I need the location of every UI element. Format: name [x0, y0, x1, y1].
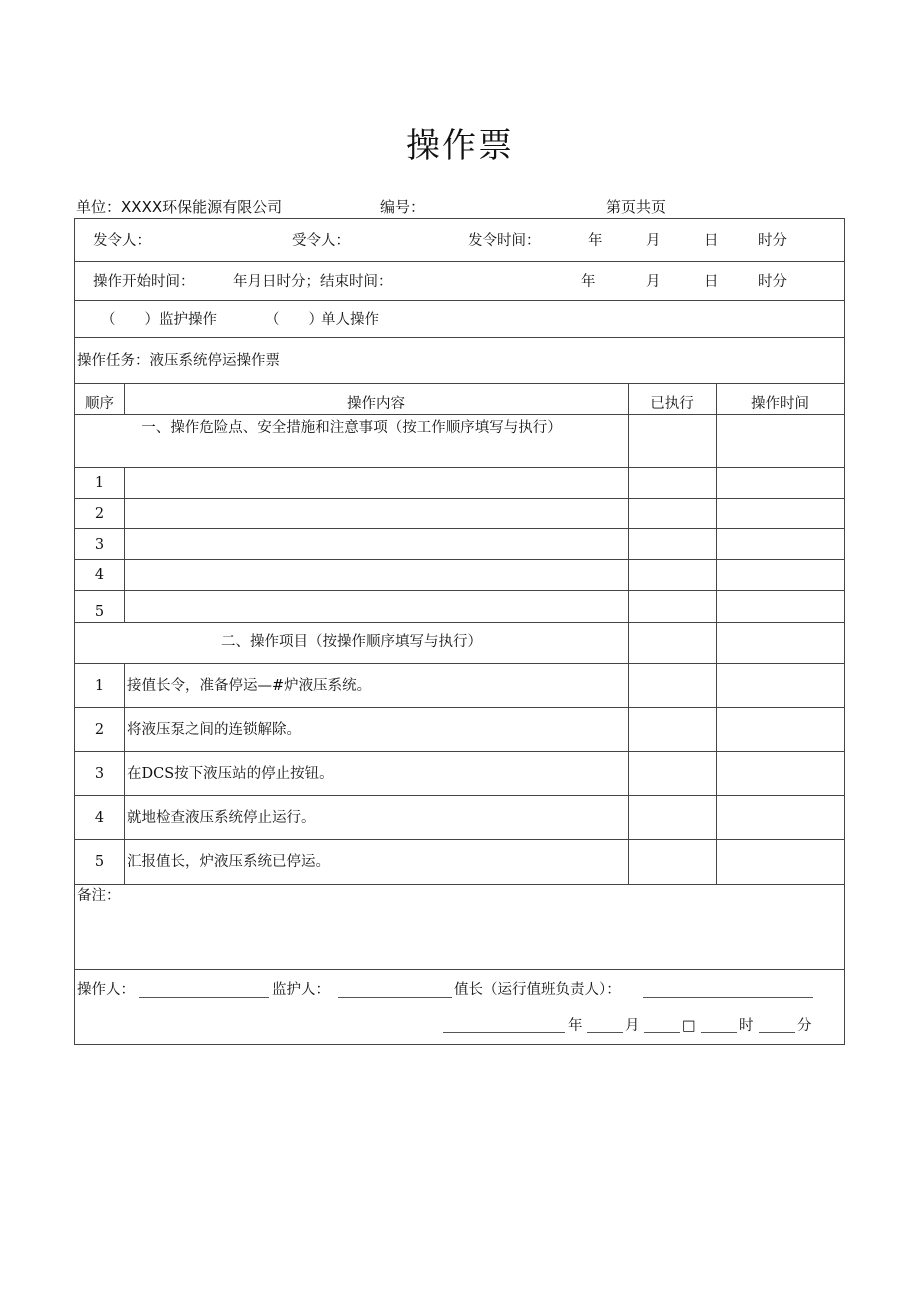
number-label: 编号： [380, 198, 426, 216]
row-divider [75, 467, 844, 468]
row-divider [75, 559, 844, 560]
column-divider [124, 467, 125, 622]
unit-value: XXXX环保能源有限公司 [121, 198, 283, 216]
row-divider [75, 795, 844, 796]
column-divider [628, 383, 629, 884]
section2-row-number: 5 [94, 854, 105, 870]
date-year-line[interactable] [443, 1032, 565, 1033]
section2-title: 二、操作项目（按操作顺序填写与执行） [221, 634, 482, 650]
page-count: 第页共页 [606, 198, 667, 216]
section1-row-number: 5 [94, 604, 105, 620]
section2-row-content: 汇报值长，炉液压系统已停运。 [127, 854, 330, 870]
document-title: 操作票 [406, 126, 514, 166]
supervised-checkbox[interactable]: （ ） [101, 312, 159, 328]
date-minute-label: 分 [797, 1018, 812, 1034]
task-field [77, 354, 280, 369]
column-divider [716, 383, 717, 884]
section1-title: 一、操作危险点、安全措施和注意事项（按工作顺序填写与执行） [141, 420, 562, 436]
row-divider [75, 498, 844, 499]
start-time-units-and-end-label: 年月日时分；结束时间： [233, 274, 393, 290]
column-header-content: 操作内容 [347, 396, 405, 412]
task-value: 液压系统停运操作票 [149, 353, 280, 369]
order-time-label: 发令时间： [468, 233, 541, 249]
date-day-line[interactable] [644, 1032, 680, 1033]
row-divider [75, 414, 844, 415]
section1-row-number: 2 [94, 506, 105, 522]
end-time-unit-label: 时分 [758, 274, 787, 290]
date-minute-line[interactable] [759, 1032, 795, 1033]
end-day-label: 日 [704, 274, 719, 290]
column-header-executed: 已执行 [650, 396, 694, 412]
section2-row-content: 接值长令，准备停运—#炉液压系统。 [127, 678, 372, 694]
supervisor-signature-line[interactable] [338, 997, 452, 998]
supervised-label: 监护操作 [159, 312, 217, 328]
shift-leader-label: 值长（运行值班负责人）： [454, 982, 621, 998]
row-divider [75, 261, 844, 262]
end-month-label: 月 [646, 274, 661, 290]
row-divider [75, 707, 844, 708]
row-divider [75, 622, 844, 623]
issuer-label: 发令人： [93, 233, 151, 249]
supervisor-label: 监护人： [272, 982, 330, 998]
row-divider [75, 528, 844, 529]
operator-label: 操作人： [77, 982, 135, 998]
section1-row-number: 3 [94, 537, 105, 553]
row-divider [75, 383, 844, 384]
row-divider [75, 969, 844, 970]
row-divider [75, 884, 844, 885]
section2-row-content: 在DCS按下液压站的停止按钮。 [127, 766, 334, 782]
order-time-unit-label: 时分 [758, 233, 787, 249]
row-divider [75, 300, 844, 301]
section2-row-content: 将液压泵之间的连锁解除。 [127, 722, 301, 738]
unit-label: 单位： [76, 198, 122, 216]
section2-row-number: 2 [94, 722, 105, 738]
end-year-label: 年 [581, 274, 596, 290]
single-label: 单人操作 [321, 312, 379, 328]
date-hour-line[interactable] [701, 1032, 737, 1033]
date-year-label: 年 [568, 1018, 583, 1034]
section2-row-number: 3 [94, 766, 105, 782]
start-time-label: 操作开始时间： [93, 274, 195, 290]
row-divider [75, 590, 844, 591]
order-month-label: 月 [646, 233, 661, 249]
section1-row-number: 4 [94, 567, 105, 583]
row-divider [75, 663, 844, 664]
receiver-label: 受令人： [292, 233, 350, 249]
date-hour-label: 时 [739, 1018, 754, 1034]
date-month-label: 月 [625, 1018, 640, 1034]
column-header-seq: 顺序 [85, 396, 114, 412]
row-divider [75, 337, 844, 338]
column-header-time: 操作时间 [751, 396, 809, 412]
remarks-label: 备注： [77, 888, 121, 904]
row-divider [75, 839, 844, 840]
column-divider [124, 663, 125, 884]
unit-field [76, 196, 282, 217]
section2-row-number: 4 [94, 810, 105, 826]
section2-row-number: 1 [94, 678, 105, 694]
row-divider [75, 751, 844, 752]
section1-row-number: 1 [94, 475, 105, 491]
task-label: 操作任务： [77, 353, 150, 369]
shift-leader-signature-line[interactable] [643, 997, 813, 998]
operation-ticket-form [74, 218, 845, 1045]
single-checkbox[interactable]: （ ） [265, 312, 323, 328]
date-month-line[interactable] [587, 1032, 623, 1033]
order-day-label: 日 [704, 233, 719, 249]
section2-row-content: 就地检查液压系统停止运行。 [127, 810, 316, 826]
operator-signature-line[interactable] [139, 997, 269, 998]
order-year-label: 年 [588, 233, 603, 249]
date-day-box: □ [682, 1018, 696, 1034]
